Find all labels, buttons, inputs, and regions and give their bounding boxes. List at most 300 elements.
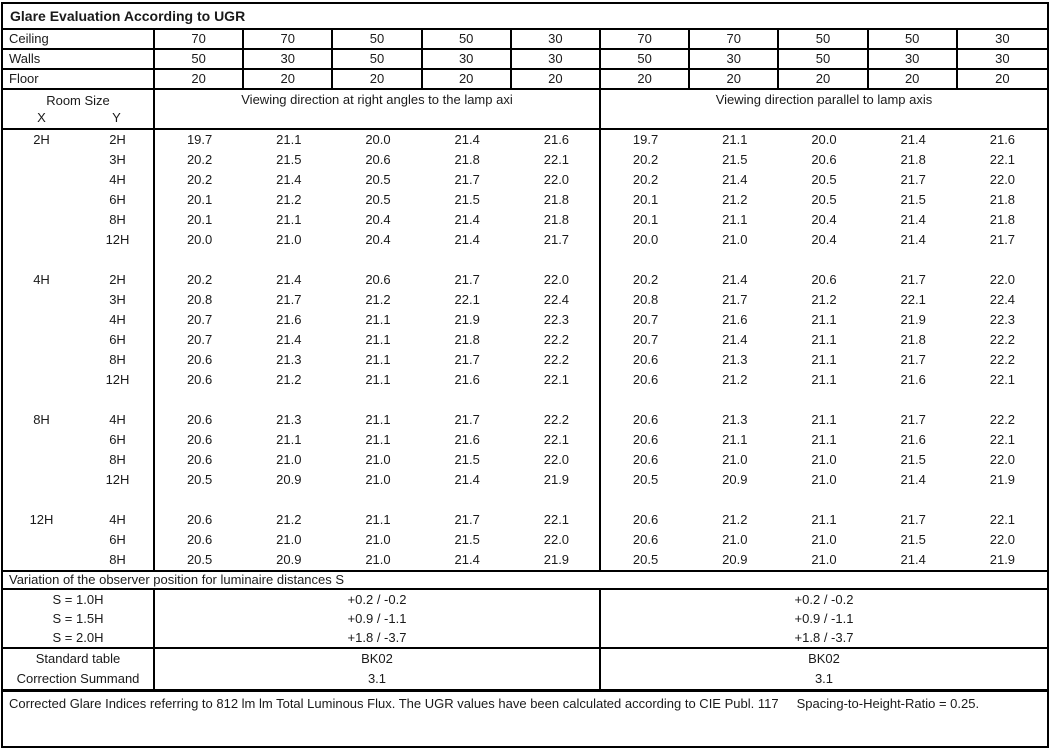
ugr-value-right: 20.8 — [632, 292, 659, 307]
room-x-label — [3, 470, 80, 490]
room-y-label: 2H — [109, 272, 126, 287]
ugr-value-left: 21.0 — [276, 532, 302, 547]
ugr-value-left: 22.1 — [543, 152, 570, 167]
ugr-data-row — [3, 170, 1047, 190]
vertical-divider-middle — [599, 130, 601, 570]
ugr-value-left: 20.6 — [186, 372, 213, 387]
ugr-value-left: 22.1 — [543, 512, 570, 527]
ugr-value-left: 22.3 — [543, 312, 570, 327]
ugr-report-page — [1, 2, 1049, 748]
surface-row — [3, 30, 1047, 50]
ugr-value-right: 21.1 — [811, 412, 837, 427]
ugr-value-left: 21.6 — [454, 372, 480, 387]
surface-value: 20 — [601, 70, 690, 88]
ugr-data-row — [3, 370, 1047, 390]
ugr-data-row — [3, 330, 1047, 350]
ugr-value-right: 21.7 — [989, 232, 1016, 247]
ugr-value-right: 21.6 — [900, 432, 926, 447]
ugr-value-left: 22.0 — [543, 172, 570, 187]
ugr-value-left: 21.8 — [543, 212, 570, 227]
ugr-value-right: 21.9 — [989, 552, 1016, 567]
room-y-label: 3H — [109, 152, 126, 167]
ugr-value-left: 21.4 — [276, 272, 302, 287]
ugr-value-left: 22.1 — [454, 292, 480, 307]
ugr-value-right: 20.5 — [811, 172, 837, 187]
ugr-value-left: 21.0 — [365, 452, 391, 467]
ugr-value-right: 20.4 — [811, 212, 837, 227]
room-y-label: 6H — [109, 432, 126, 447]
ugr-value-right: 22.1 — [989, 432, 1016, 447]
ugr-value-right: 21.1 — [811, 312, 837, 327]
ugr-value-right: 21.4 — [722, 272, 748, 287]
ugr-value-right: 20.6 — [632, 432, 659, 447]
surface-value: 30 — [244, 50, 333, 68]
ugr-value-left: 21.4 — [454, 212, 480, 227]
s-correction-right: +0.2 / -0.2 — [794, 592, 854, 607]
room-y-label: 4H — [109, 412, 126, 427]
surface-value: 20 — [779, 70, 868, 88]
variation-heading: Variation of the observer position for luminaire distances S — [9, 572, 345, 587]
ugr-value-left: 22.1 — [543, 372, 570, 387]
ugr-value-right: 20.6 — [811, 152, 837, 167]
summary-value-right: 3.1 — [814, 671, 834, 686]
ugr-value-right: 20.0 — [632, 232, 659, 247]
ugr-value-right: 21.3 — [722, 352, 748, 367]
ugr-value-left: 21.0 — [365, 552, 391, 567]
ugr-value-right: 21.8 — [989, 192, 1016, 207]
ugr-value-right: 22.0 — [989, 532, 1016, 547]
ugr-value-right: 21.5 — [722, 152, 748, 167]
room-y-label: 8H — [109, 352, 126, 367]
room-y-label: 4H — [109, 172, 126, 187]
ugr-value-right: 21.1 — [722, 132, 748, 147]
surface-label: Walls — [3, 50, 155, 68]
x-axis-label: X — [37, 110, 46, 125]
ugr-value-right: 21.4 — [900, 552, 926, 567]
ugr-value-right: 22.1 — [989, 512, 1016, 527]
room-y-label: 12H — [105, 372, 130, 387]
ugr-value-left: 20.6 — [186, 532, 213, 547]
ugr-value-right: 22.1 — [989, 372, 1016, 387]
room-y-label: 6H — [109, 192, 126, 207]
ugr-value-right: 20.6 — [632, 532, 659, 547]
observer-variation-section — [3, 590, 1047, 649]
surface-value: 20 — [333, 70, 422, 88]
surface-value: 30 — [869, 50, 958, 68]
xy-label-row — [3, 109, 153, 128]
ugr-value-left: 21.6 — [276, 312, 302, 327]
ugr-value-right: 21.0 — [811, 532, 837, 547]
room-y-label: 12H — [105, 232, 130, 247]
room-x-label — [3, 210, 80, 230]
ugr-value-left: 22.0 — [543, 532, 570, 547]
blank-row — [3, 250, 1047, 270]
ugr-value-right: 21.1 — [811, 352, 837, 367]
summary-label: Standard table — [3, 649, 155, 669]
ugr-value-right: 21.8 — [900, 152, 926, 167]
room-x-label: 2H — [33, 132, 50, 147]
room-x-label — [3, 190, 80, 210]
s-correction-left: +1.8 / -3.7 — [155, 628, 601, 647]
ugr-value-right: 22.0 — [989, 172, 1016, 187]
ugr-value-right: 20.1 — [632, 192, 659, 207]
ugr-value-left: 21.0 — [276, 452, 302, 467]
ugr-value-left: 21.0 — [365, 532, 391, 547]
ugr-value-left: 21.1 — [276, 212, 302, 227]
ugr-value-left: 21.4 — [454, 232, 480, 247]
room-y-label: 8H — [109, 552, 126, 567]
ugr-value-right: 21.1 — [811, 512, 837, 527]
surface-value: 70 — [155, 30, 244, 48]
ugr-value-left: 20.2 — [186, 272, 213, 287]
ugr-value-left: 20.5 — [365, 192, 391, 207]
ugr-value-right: 21.2 — [722, 372, 748, 387]
ugr-value-left: 21.0 — [365, 472, 391, 487]
ugr-value-left: 20.6 — [186, 432, 213, 447]
s-distance-label: S = 1.5H — [3, 609, 155, 628]
y-axis-label: Y — [112, 110, 121, 125]
table-title-row — [3, 4, 1047, 30]
ugr-data-row — [3, 290, 1047, 310]
ugr-value-right: 20.2 — [632, 172, 659, 187]
ugr-value-left: 20.2 — [186, 152, 213, 167]
ugr-value-right: 20.5 — [632, 472, 659, 487]
room-x-label — [3, 170, 80, 190]
ugr-value-left: 21.9 — [543, 472, 570, 487]
room-y-label: 8H — [109, 212, 126, 227]
viewing-direction-parallel-header: Viewing direction parallel to lamp axis — [715, 92, 933, 107]
surface-value: 50 — [779, 50, 868, 68]
ugr-value-left: 21.1 — [365, 312, 391, 327]
ugr-value-right: 21.1 — [811, 432, 837, 447]
ugr-value-left: 22.2 — [543, 332, 570, 347]
ugr-value-right: 21.4 — [722, 172, 748, 187]
ugr-value-left: 20.5 — [186, 472, 213, 487]
surface-label: Ceiling — [3, 30, 155, 48]
ugr-value-left: 21.7 — [543, 232, 570, 247]
ugr-value-right: 21.0 — [722, 452, 748, 467]
ugr-value-left: 21.4 — [454, 552, 480, 567]
room-x-label — [3, 370, 80, 390]
ugr-data-row — [3, 430, 1047, 450]
ugr-value-right: 20.6 — [632, 512, 659, 527]
ugr-value-right: 20.6 — [811, 272, 837, 287]
room-x-label — [3, 330, 80, 350]
ugr-value-left: 21.8 — [454, 152, 480, 167]
table-title: Glare Evaluation According to UGR — [10, 8, 246, 24]
summary-value-right: BK02 — [808, 651, 840, 666]
ugr-value-left: 21.2 — [276, 512, 302, 527]
ugr-value-right: 21.2 — [722, 512, 748, 527]
ugr-value-left: 20.5 — [365, 172, 391, 187]
ugr-value-right: 20.2 — [632, 272, 659, 287]
ugr-value-right: 21.1 — [722, 212, 748, 227]
ugr-data-row — [3, 270, 1047, 290]
ugr-value-left: 21.7 — [454, 352, 480, 367]
ugr-value-right: 21.1 — [811, 332, 837, 347]
ugr-value-right: 20.5 — [811, 192, 837, 207]
ugr-value-right: 22.1 — [989, 152, 1016, 167]
surface-label: Floor — [3, 70, 155, 88]
ugr-value-right: 21.7 — [900, 412, 926, 427]
ugr-value-right: 21.1 — [811, 372, 837, 387]
surface-value: 50 — [333, 50, 422, 68]
surface-value: 20 — [155, 70, 244, 88]
ugr-value-left: 20.6 — [365, 272, 391, 287]
ugr-value-left: 21.1 — [276, 432, 302, 447]
room-x-label — [3, 290, 80, 310]
observer-variation-row — [3, 590, 1047, 609]
ugr-data-row — [3, 210, 1047, 230]
ugr-value-left: 20.7 — [186, 332, 213, 347]
ugr-value-left: 21.1 — [365, 372, 391, 387]
surface-reflectance-section — [3, 30, 1047, 90]
ugr-value-right: 21.1 — [722, 432, 748, 447]
ugr-value-left: 20.6 — [186, 512, 213, 527]
ugr-value-right: 19.7 — [632, 132, 659, 147]
surface-value: 20 — [512, 70, 601, 88]
ugr-value-left: 21.7 — [454, 412, 480, 427]
ugr-value-left: 20.9 — [276, 472, 302, 487]
summary-row — [3, 649, 1047, 669]
ugr-value-right: 21.7 — [900, 352, 926, 367]
ugr-value-left: 22.4 — [543, 292, 570, 307]
ugr-value-right: 21.4 — [900, 132, 926, 147]
ugr-value-right: 21.7 — [722, 292, 748, 307]
ugr-value-right: 20.6 — [632, 452, 659, 467]
ugr-value-left: 21.2 — [276, 192, 302, 207]
room-y-label: 8H — [109, 452, 126, 467]
s-correction-left: +0.9 / -1.1 — [155, 609, 601, 628]
room-y-label: 4H — [109, 312, 126, 327]
ugr-value-right: 21.5 — [900, 532, 926, 547]
ugr-value-left: 22.2 — [543, 352, 570, 367]
surface-row — [3, 70, 1047, 90]
s-correction-left: +0.2 / -0.2 — [155, 590, 601, 609]
ugr-value-left: 21.6 — [454, 432, 480, 447]
ugr-value-right: 21.5 — [900, 192, 926, 207]
surface-value: 70 — [244, 30, 333, 48]
ugr-data-row — [3, 150, 1047, 170]
column-header-row — [3, 90, 1047, 130]
ugr-value-right: 21.2 — [722, 192, 748, 207]
room-y-label: 6H — [109, 332, 126, 347]
room-x-label — [3, 150, 80, 170]
surface-row — [3, 50, 1047, 70]
ugr-value-right: 21.3 — [722, 412, 748, 427]
ugr-value-right: 22.2 — [989, 412, 1016, 427]
room-x-label — [3, 310, 80, 330]
ugr-value-left: 20.1 — [186, 192, 213, 207]
ugr-value-left: 21.0 — [276, 232, 302, 247]
surface-value: 50 — [333, 30, 422, 48]
surface-value: 50 — [779, 30, 868, 48]
ugr-value-right: 22.0 — [989, 452, 1016, 467]
ugr-data-row — [3, 450, 1047, 470]
ugr-value-right: 21.7 — [900, 172, 926, 187]
ugr-value-right: 21.6 — [722, 312, 748, 327]
room-y-label: 12H — [105, 472, 130, 487]
ugr-value-right: 21.2 — [811, 292, 837, 307]
room-y-label: 3H — [109, 292, 126, 307]
ugr-value-right: 21.0 — [811, 472, 837, 487]
ugr-data-row — [3, 190, 1047, 210]
ugr-value-right: 21.6 — [900, 372, 926, 387]
ugr-value-left: 21.8 — [543, 192, 570, 207]
ugr-value-left: 22.1 — [543, 432, 570, 447]
s-distance-label: S = 2.0H — [3, 628, 155, 647]
ugr-value-left: 21.6 — [543, 132, 570, 147]
surface-value: 30 — [512, 30, 601, 48]
s-correction-right: +1.8 / -3.7 — [794, 630, 854, 645]
ugr-value-left: 21.7 — [276, 292, 302, 307]
room-y-label: 6H — [109, 532, 126, 547]
observer-variation-row — [3, 628, 1047, 647]
surface-value: 50 — [601, 50, 690, 68]
surface-value: 30 — [995, 31, 1010, 46]
ugr-value-right: 21.4 — [900, 212, 926, 227]
ugr-value-right: 21.0 — [722, 532, 748, 547]
ugr-data-row — [3, 350, 1047, 370]
surface-value: 70 — [601, 30, 690, 48]
ugr-value-right: 21.9 — [900, 312, 926, 327]
ugr-value-right: 22.1 — [900, 292, 926, 307]
room-x-label — [3, 530, 80, 550]
ugr-value-right: 21.8 — [900, 332, 926, 347]
surface-value: 50 — [155, 50, 244, 68]
ugr-value-left: 21.7 — [454, 272, 480, 287]
variation-heading-row — [3, 570, 1047, 590]
ugr-value-right: 20.2 — [632, 152, 659, 167]
ugr-value-right: 22.0 — [989, 272, 1016, 287]
ugr-value-left: 21.9 — [543, 552, 570, 567]
s-correction-right: +0.9 / -1.1 — [794, 611, 854, 626]
ugr-value-left: 20.6 — [186, 452, 213, 467]
summary-section — [3, 649, 1047, 692]
s-distance-label: S = 1.0H — [3, 590, 155, 609]
ugr-value-right: 21.0 — [811, 552, 837, 567]
blank-row — [3, 490, 1047, 510]
surface-value: 70 — [690, 30, 779, 48]
observer-variation-row — [3, 609, 1047, 628]
ugr-value-left: 22.0 — [543, 452, 570, 467]
ugr-value-right: 20.6 — [632, 372, 659, 387]
ugr-value-left: 21.1 — [365, 432, 391, 447]
ugr-value-left: 20.2 — [186, 172, 213, 187]
surface-value: 50 — [869, 30, 958, 48]
ugr-value-left: 21.2 — [365, 292, 391, 307]
room-y-label: 4H — [109, 512, 126, 527]
ugr-value-left: 21.3 — [276, 352, 302, 367]
surface-value: 30 — [995, 51, 1010, 66]
summary-row — [3, 669, 1047, 689]
ugr-value-right: 20.7 — [632, 312, 659, 327]
room-size-header — [3, 90, 155, 128]
ugr-value-left: 21.4 — [454, 472, 480, 487]
ugr-value-right: 21.4 — [900, 232, 926, 247]
ugr-value-right: 21.4 — [900, 472, 926, 487]
ugr-value-left: 20.9 — [276, 552, 302, 567]
summary-value-left: BK02 — [155, 649, 601, 669]
ugr-value-left: 21.5 — [276, 152, 302, 167]
ugr-value-right: 20.6 — [632, 412, 659, 427]
surface-value: 20 — [995, 71, 1010, 86]
ugr-value-right: 21.0 — [722, 232, 748, 247]
ugr-value-left: 21.9 — [454, 312, 480, 327]
ugr-value-left: 21.1 — [365, 412, 391, 427]
ugr-data-row — [3, 230, 1047, 250]
ugr-data-row — [3, 550, 1047, 570]
surface-value: 30 — [512, 50, 601, 68]
footer-note: Corrected Glare Indices referring to 812 lm lm Total Luminous Flux. The UGR values have been calculated according to CIE Publ. 117 Spacing-to-Height-Ratio = 0.25. — [9, 696, 980, 711]
surface-value: 20 — [869, 70, 958, 88]
ugr-data-row — [3, 510, 1047, 530]
ugr-value-right: 20.1 — [632, 212, 659, 227]
ugr-value-left: 22.0 — [543, 272, 570, 287]
room-y-label: 2H — [109, 132, 126, 147]
vertical-divider-left — [153, 130, 155, 570]
ugr-value-right: 20.9 — [722, 552, 748, 567]
ugr-value-left: 20.4 — [365, 232, 391, 247]
ugr-value-right: 21.0 — [811, 452, 837, 467]
ugr-value-left: 20.6 — [186, 412, 213, 427]
ugr-value-left: 20.6 — [365, 152, 391, 167]
viewing-direction-right-angles-header: Viewing direction at right angles to the lamp axi — [155, 90, 601, 128]
room-x-label: 8H — [33, 412, 50, 427]
ugr-value-left: 21.1 — [365, 512, 391, 527]
ugr-value-left: 20.4 — [365, 212, 391, 227]
ugr-value-right: 21.5 — [900, 452, 926, 467]
ugr-value-left: 20.8 — [186, 292, 213, 307]
ugr-value-right: 20.9 — [722, 472, 748, 487]
ugr-value-left: 21.4 — [454, 132, 480, 147]
ugr-value-right: 20.0 — [811, 132, 837, 147]
ugr-value-right: 21.7 — [900, 272, 926, 287]
room-size-label: Room Size — [46, 93, 110, 108]
room-x-label — [3, 450, 80, 470]
ugr-value-left: 20.0 — [365, 132, 391, 147]
ugr-value-left: 21.1 — [365, 352, 391, 367]
room-x-label — [3, 550, 80, 570]
ugr-value-left: 21.2 — [276, 372, 302, 387]
surface-value: 50 — [423, 30, 512, 48]
ugr-value-left: 21.5 — [454, 452, 480, 467]
ugr-value-left: 21.7 — [454, 512, 480, 527]
room-x-label — [3, 230, 80, 250]
ugr-data-area — [3, 130, 1047, 570]
ugr-value-right: 22.2 — [989, 332, 1016, 347]
ugr-value-left: 20.6 — [186, 352, 213, 367]
ugr-data-row — [3, 470, 1047, 490]
surface-value: 30 — [690, 50, 779, 68]
ugr-value-right: 21.8 — [989, 212, 1016, 227]
ugr-value-left: 21.5 — [454, 532, 480, 547]
ugr-value-right: 21.4 — [722, 332, 748, 347]
ugr-value-left: 20.7 — [186, 312, 213, 327]
ugr-value-right: 20.7 — [632, 332, 659, 347]
ugr-value-left: 21.1 — [365, 332, 391, 347]
surface-value: 20 — [244, 70, 333, 88]
ugr-value-left: 22.2 — [543, 412, 570, 427]
ugr-value-right: 20.5 — [632, 552, 659, 567]
ugr-data-row — [3, 410, 1047, 430]
ugr-data-row — [3, 310, 1047, 330]
ugr-value-right: 21.7 — [900, 512, 926, 527]
ugr-value-right: 21.9 — [989, 472, 1016, 487]
room-x-label — [3, 350, 80, 370]
blank-row — [3, 390, 1047, 410]
ugr-data-row — [3, 130, 1047, 150]
